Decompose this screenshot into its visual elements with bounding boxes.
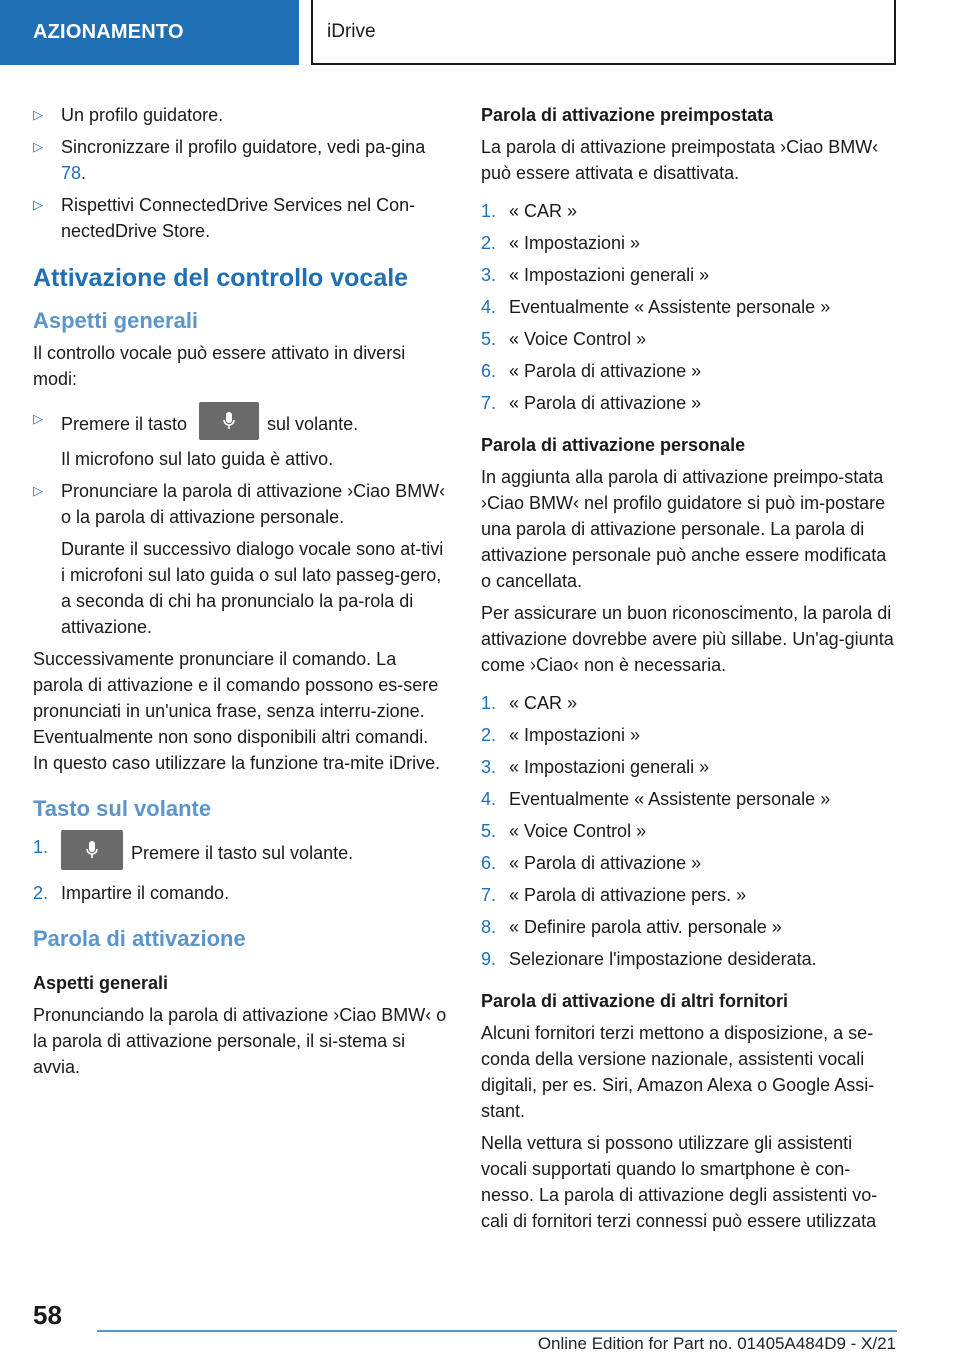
step-number: 4. bbox=[481, 297, 497, 317]
step-number: 5. bbox=[481, 329, 497, 349]
personal-steps-list bbox=[481, 690, 896, 972]
step-number: 9. bbox=[481, 949, 497, 969]
triangle-bullet-icon: ▷ bbox=[33, 411, 43, 426]
body-text: Il microfono sul lato guida è attivo. bbox=[61, 449, 334, 469]
footer-divider bbox=[97, 1330, 897, 1332]
triangle-bullet-icon: ▷ bbox=[33, 107, 43, 122]
step-text: « Parola di attivazione pers. » bbox=[509, 885, 747, 905]
step-item: 1. Premere il tasto sul volante. bbox=[33, 834, 448, 874]
step-number: 5. bbox=[481, 821, 497, 841]
step-text: « CAR » bbox=[509, 693, 578, 713]
step-text: « Voice Control » bbox=[509, 821, 647, 841]
list-item: ▷ Premere il tasto sul volante. bbox=[33, 406, 448, 444]
page-link[interactable]: 78 bbox=[61, 163, 82, 183]
body-text: Durante il successivo dialogo vocale sono at-tivi i microfoni sul lato guida o sul lato passeg-gero, a seconda di chi ha pronuncialo la pa-rola di attivazione. bbox=[61, 539, 444, 637]
step-text: « Impostazioni » bbox=[509, 725, 641, 745]
step-number: 2. bbox=[481, 725, 497, 745]
subsection-heading: Parola di attivazione bbox=[33, 926, 246, 951]
microphone-button-icon bbox=[199, 402, 259, 440]
subsection-heading: Aspetti generali bbox=[33, 308, 199, 333]
step-text: « Definire parola attiv. personale » bbox=[509, 917, 782, 937]
step-item bbox=[481, 914, 896, 940]
step-text: Eventualmente « Assistente personale » bbox=[509, 789, 831, 809]
minor-heading: Aspetti generali bbox=[33, 973, 169, 993]
minor-heading: Parola di attivazione personale bbox=[481, 435, 746, 455]
footer-edition: Online Edition for Part no. 01405A484D9 - X/21 bbox=[537, 1334, 896, 1353]
list-item: ▷ Sincronizzare il profilo guidatore, vedi pa-gina 78. bbox=[33, 134, 448, 186]
step-item bbox=[481, 230, 896, 256]
step-text: Selezionare l'impostazione desiderata. bbox=[509, 949, 817, 969]
step-number: 1. bbox=[481, 201, 497, 221]
step-item bbox=[481, 198, 896, 224]
body-text: La parola di attivazione preimpostata ›Ciao BMW‹ può essere attivata e disattivata. bbox=[481, 137, 879, 183]
step-number: 4. bbox=[481, 789, 497, 809]
topic-tab bbox=[311, 0, 896, 65]
list-item: ▷ Pronunciare la parola di attivazione ›Ciao BMW‹ o la parola di attivazione personale. bbox=[33, 478, 448, 530]
step-text: « Impostazioni generali » bbox=[509, 757, 710, 777]
body-text: Alcuni fornitori terzi mettono a disposizione, a se-conda della versione nazionale, assistenti vocali digitali, per es. Siri, Amazon Alexa o Google Assi-stant. bbox=[481, 1023, 875, 1121]
minor-heading: Parola di attivazione preimpostata bbox=[481, 105, 774, 125]
step-text: « Impostazioni generali » bbox=[509, 265, 710, 285]
step-text: « CAR » bbox=[509, 201, 578, 221]
step-text: « Impostazioni » bbox=[509, 233, 641, 253]
section-title: AZIONAMENTO bbox=[33, 21, 184, 43]
body-text: Successivamente pronunciare il comando. La parola di attivazione e il comando possono es-sere pronunciati in un'unica frase, senza interru-zione. Eventualmente non sono disponibili altri comandi. In questo caso utilizzare la funzione tra-mite iDrive. bbox=[33, 649, 441, 773]
step-number: 3. bbox=[481, 757, 497, 777]
step-item bbox=[481, 690, 896, 716]
step-item bbox=[481, 326, 896, 352]
step-number: 1. bbox=[481, 693, 497, 713]
microphone-button-icon bbox=[61, 830, 123, 870]
body-text: Il controllo vocale può essere attivato in diversi modi: bbox=[33, 343, 406, 389]
step-item bbox=[481, 818, 896, 844]
left-column bbox=[33, 102, 448, 1080]
step-text: « Parola di attivazione » bbox=[509, 361, 702, 381]
step-number: 8. bbox=[481, 917, 497, 937]
step-number: 6. bbox=[481, 361, 497, 381]
step-item bbox=[481, 722, 896, 748]
step-item bbox=[481, 390, 896, 416]
body-text: In aggiunta alla parola di attivazione preimpo-stata ›Ciao BMW‹ nel profilo guidatore si può im-postare una parola di attivazione personale. La parola di attivazione personale può anche essere modificata o cancellata. bbox=[481, 467, 887, 591]
triangle-bullet-icon: ▷ bbox=[33, 197, 43, 212]
subsection-heading: Tasto sul volante bbox=[33, 796, 212, 821]
step-item bbox=[481, 850, 896, 876]
step-text: « Parola di attivazione » bbox=[509, 853, 702, 873]
step-item bbox=[481, 882, 896, 908]
list-item: ▷ Rispettivi ConnectedDrive Services nel Con-nectedDrive Store. bbox=[33, 192, 448, 244]
step-item bbox=[481, 262, 896, 288]
page-number: 58 bbox=[33, 1300, 62, 1330]
preset-steps-list bbox=[481, 198, 896, 416]
step-number: 3. bbox=[481, 265, 497, 285]
right-column bbox=[481, 102, 896, 1234]
step-item bbox=[481, 358, 896, 384]
step-text: « Parola di attivazione » bbox=[509, 393, 702, 413]
section-heading: Attivazione del controllo vocale bbox=[33, 264, 409, 292]
topic-title: iDrive bbox=[327, 20, 376, 42]
step-item: 2. Impartire il comando. bbox=[33, 883, 230, 903]
step-item bbox=[481, 754, 896, 780]
step-text: « Voice Control » bbox=[509, 329, 647, 349]
step-item bbox=[481, 946, 896, 972]
list-item: ▷ Un profilo guidatore. bbox=[33, 102, 448, 128]
body-text: Pronunciando la parola di attivazione ›Ciao BMW‹ o la parola di attivazione personale, il si-stema si avvia. bbox=[33, 1005, 447, 1077]
step-number: 2. bbox=[481, 233, 497, 253]
step-text: Eventualmente « Assistente personale » bbox=[509, 297, 831, 317]
minor-heading: Parola di attivazione di altri fornitori bbox=[481, 991, 789, 1011]
triangle-bullet-icon: ▷ bbox=[33, 483, 43, 498]
body-text: Nella vettura si possono utilizzare gli assistenti vocali supportati quando lo smartphone è con-nesso. La parola di attivazione degli assistenti vo-cali di fornitori terzi connessi può essere utilizzata bbox=[481, 1133, 878, 1231]
triangle-bullet-icon: ▷ bbox=[33, 139, 43, 154]
step-number: 6. bbox=[481, 853, 497, 873]
step-number: 7. bbox=[481, 393, 497, 413]
section-tab bbox=[0, 0, 299, 65]
step-item bbox=[481, 786, 896, 812]
step-number: 7. bbox=[481, 885, 497, 905]
step-item bbox=[481, 294, 896, 320]
body-text: Per assicurare un buon riconoscimento, la parola di attivazione dovrebbe avere più sillabe. Un'ag-giunta come ›Ciao‹ non è necessaria. bbox=[481, 603, 894, 675]
